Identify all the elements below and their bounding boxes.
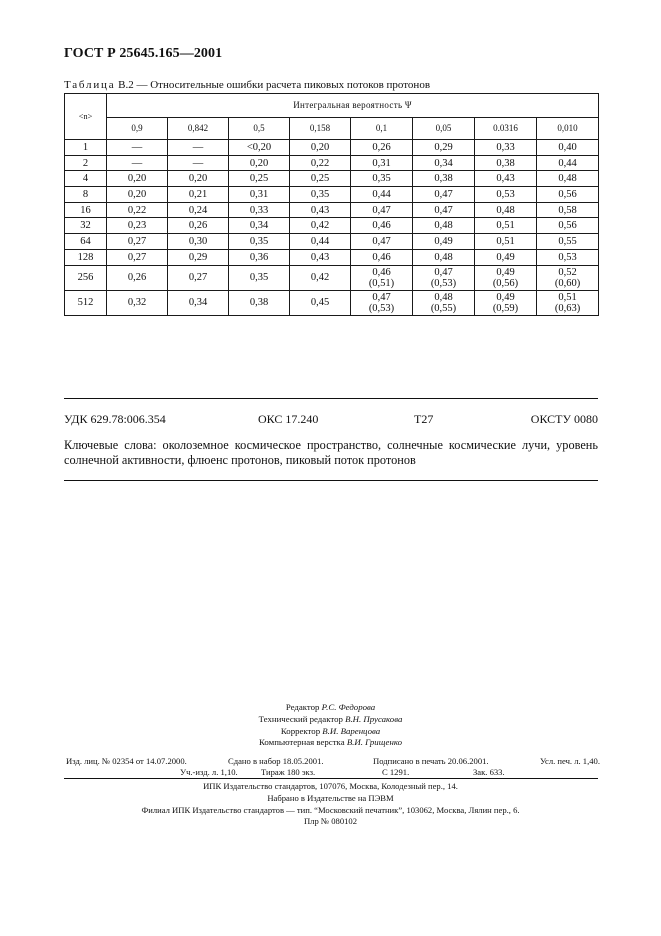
value-cell: 0,24: [168, 202, 229, 218]
table-caption-label: Таблица: [64, 79, 116, 91]
printer-address: Филиал ИПК Издательство стандартов — тип. “Московский печатник”, 103062, Москва, Лялин пер., 6.: [141, 804, 520, 815]
value-cell: —: [168, 155, 229, 171]
value-cell: 0,34: [413, 155, 475, 171]
table-row: [65, 218, 599, 234]
value-cell: 0,35: [229, 265, 290, 290]
value-cell: 0,42: [290, 265, 351, 290]
value-cell: 0,33: [229, 202, 290, 218]
credits-block: [0, 702, 661, 749]
n-cell: 16: [65, 202, 107, 218]
value-cell: 0,49: [413, 234, 475, 250]
table-row: [65, 202, 599, 218]
value-cell: 0,25: [229, 171, 290, 187]
column-header: 0.0316: [475, 118, 537, 140]
value-cell: 0,46: [351, 218, 413, 234]
value-cell: 0,31: [351, 155, 413, 171]
value-cell: 0,20: [290, 140, 351, 156]
value-cell: 0,26: [107, 265, 168, 290]
value-cell: 0,33: [475, 140, 537, 156]
value-cell: 0,38: [229, 290, 290, 315]
value-cell: 0,44: [537, 155, 599, 171]
value-cell: 0,20: [168, 171, 229, 187]
n-cell: 2: [65, 155, 107, 171]
value-cell: 0,43: [475, 171, 537, 187]
value-cell: 0,49 (0,59): [475, 290, 537, 315]
table-body: [65, 140, 599, 316]
value-cell: <0,20: [229, 140, 290, 156]
layout-line: Компьютерная верстка В.И. Грищенко: [259, 737, 402, 748]
table-row: [65, 187, 599, 203]
value-cell: —: [107, 140, 168, 156]
value-cell: 0,56: [537, 187, 599, 203]
order-code: С 1291.: [382, 767, 410, 777]
table-row: [65, 140, 599, 156]
order-number: Зак. 633.: [473, 767, 505, 777]
publisher-footer: [0, 781, 661, 828]
n-cell: 128: [65, 249, 107, 265]
n-cell: 512: [65, 290, 107, 315]
table-row: [65, 155, 599, 171]
plr-number: Плр № 080102: [303, 816, 358, 827]
value-cell: 0,26: [168, 218, 229, 234]
n-cell: 64: [65, 234, 107, 250]
typeset-note: Набрано в Издательстве на ПЭВМ: [267, 792, 394, 803]
layout-name: В.И. Грищенко: [346, 737, 402, 748]
value-cell: 0,55: [537, 234, 599, 250]
value-cell: 0,58: [537, 202, 599, 218]
value-cell: 0,27: [168, 265, 229, 290]
value-cell: 0,48: [475, 202, 537, 218]
value-cell: 0,27: [107, 234, 168, 250]
value-cell: 0,47: [413, 202, 475, 218]
print-sheets: Усл. печ. л. 1,40.: [539, 756, 600, 766]
n-cell: 256: [65, 265, 107, 290]
table-caption-text: В.2 — Относительные ошибки расчета пиковых потоков протонов: [115, 79, 431, 91]
value-cell: 0,38: [475, 155, 537, 171]
editor-line: Редактор Р.С. Федорова: [285, 702, 376, 712]
corrector-name: В.И. Варенцова: [322, 725, 381, 736]
print-run: Тираж 180 экз.: [261, 767, 316, 777]
value-cell: 0,25: [290, 171, 351, 187]
value-cell: 0,48: [413, 218, 475, 234]
value-cell: 0,44: [351, 187, 413, 203]
value-cell: 0,48: [537, 171, 599, 187]
column-header: 0,158: [290, 118, 351, 140]
udk-code: УДК 629.78:006.354: [64, 412, 166, 426]
value-cell: —: [107, 155, 168, 171]
value-cell: 0,20: [107, 171, 168, 187]
value-cell: 0,35: [351, 171, 413, 187]
column-header: 0,1: [351, 118, 413, 140]
footer-divider: [64, 778, 598, 779]
column-header: 0,5: [229, 118, 290, 140]
table-row: [65, 265, 599, 290]
value-cell: 0,31: [229, 187, 290, 203]
oks-code: ОКС 17.240: [258, 412, 319, 426]
table-row: [65, 234, 599, 250]
n-cell: 1: [65, 140, 107, 156]
n-cell: 32: [65, 218, 107, 234]
value-cell: 0,51: [475, 234, 537, 250]
top-divider: [64, 398, 598, 399]
value-cell: 0,51 (0,63): [537, 290, 599, 315]
tech-editor-name: В.Н. Прусакова: [345, 713, 403, 724]
document-header: ГОСТ Р 25645.165—2001: [64, 46, 223, 61]
column-header: 0,842: [168, 118, 229, 140]
value-cell: 0,52 (0,60): [537, 265, 599, 290]
corrector-line: Корректор В.И. Варенцова: [280, 725, 381, 736]
value-cell: 0,46 (0,51): [351, 265, 413, 290]
value-cell: 0,32: [107, 290, 168, 315]
value-cell: 0,20: [229, 155, 290, 171]
tech-editor-line: Технический редактор В.Н. Прусакова: [258, 713, 403, 724]
value-cell: 0,44: [290, 234, 351, 250]
value-cell: 0,29: [413, 140, 475, 156]
value-cell: 0,53: [537, 249, 599, 265]
value-cell: 0,46: [351, 249, 413, 265]
editor-name: Р.С. Федорова: [321, 702, 376, 712]
n-cell: 8: [65, 187, 107, 203]
value-cell: 0,49: [475, 249, 537, 265]
keywords: Ключевые слова: околоземное космическое пространство, солнечные космические лучи, уровень солнечной активности, флюенс протонов, пиковый поток протонов: [64, 438, 598, 467]
value-cell: 0,43: [290, 249, 351, 265]
publisher-sheets: Уч.-изд. л. 1,10.: [180, 767, 238, 777]
value-cell: 0,34: [168, 290, 229, 315]
value-cell: 0,48: [413, 249, 475, 265]
value-cell: 0,29: [168, 249, 229, 265]
value-cell: 0,43: [290, 202, 351, 218]
error-table: [64, 93, 599, 316]
value-cell: 0,35: [229, 234, 290, 250]
column-header-row: [65, 118, 599, 140]
value-cell: 0,42: [290, 218, 351, 234]
value-cell: 0,51: [475, 218, 537, 234]
value-cell: 0,21: [168, 187, 229, 203]
table-row: [65, 290, 599, 315]
table-row: [65, 249, 599, 265]
table-row: [65, 171, 599, 187]
n-cell: 4: [65, 171, 107, 187]
license-info: Изд. лиц. № 02354 от 14.07.2000.: [66, 756, 187, 766]
typeset-date: Сдано в набор 18.05.2001.: [228, 756, 324, 766]
okstu-code: ОКСТУ 0080: [530, 412, 598, 426]
publisher-address: ИПК Издательство стандартов, 107076, Москва, Колодезный пер., 14.: [203, 781, 458, 791]
value-cell: 0,47 (0,53): [351, 290, 413, 315]
value-cell: 0,22: [107, 202, 168, 218]
print-date: Подписано в печать 20.06.2001.: [373, 756, 489, 766]
value-cell: 0,56: [537, 218, 599, 234]
t-code: Т27: [414, 412, 434, 426]
value-cell: 0,26: [351, 140, 413, 156]
value-cell: 0,35: [290, 187, 351, 203]
value-cell: 0,40: [537, 140, 599, 156]
value-cell: 0,53: [475, 187, 537, 203]
value-cell: 0,45: [290, 290, 351, 315]
value-cell: 0,47: [351, 202, 413, 218]
value-cell: 0,36: [229, 249, 290, 265]
probability-header: Интегральная вероятность Ψ: [107, 94, 599, 118]
value-cell: 0,23: [107, 218, 168, 234]
value-cell: 0,22: [290, 155, 351, 171]
column-header: 0,010: [537, 118, 599, 140]
value-cell: 0,27: [107, 249, 168, 265]
value-cell: 0,47 (0,53): [413, 265, 475, 290]
value-cell: 0,38: [413, 171, 475, 187]
value-cell: 0,47: [351, 234, 413, 250]
value-cell: 0,34: [229, 218, 290, 234]
value-cell: 0,20: [107, 187, 168, 203]
column-header: 0,9: [107, 118, 168, 140]
value-cell: 0,30: [168, 234, 229, 250]
bottom-divider: [64, 480, 598, 481]
value-cell: 0,49 (0,56): [475, 265, 537, 290]
value-cell: 0,47: [413, 187, 475, 203]
table-caption: [64, 79, 430, 91]
value-cell: —: [168, 140, 229, 156]
column-header: 0,05: [413, 118, 475, 140]
value-cell: 0,48 (0,55): [413, 290, 475, 315]
n-column-header: <n>: [65, 94, 107, 140]
